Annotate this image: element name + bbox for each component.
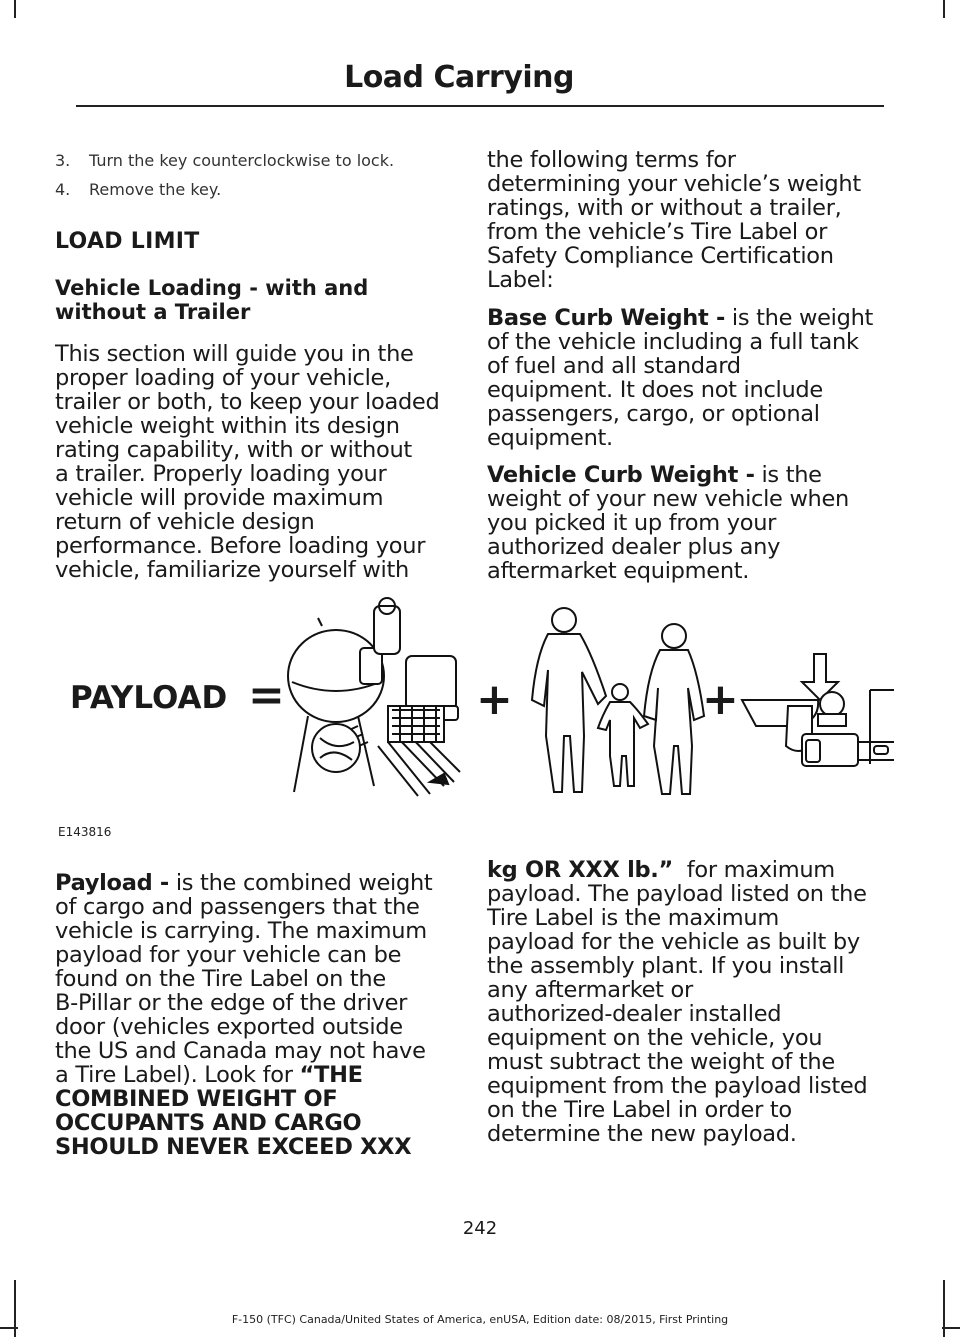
tongue-load-icon — [742, 654, 894, 766]
subheading-line-1: Vehicle Loading - with and — [55, 276, 369, 300]
text-line — [55, 1063, 363, 1087]
step-4 — [55, 180, 221, 199]
text-line: Label: — [487, 267, 554, 293]
text-line: the following terms for — [487, 147, 736, 173]
header-divider — [76, 105, 884, 107]
step-text: Remove the key. — [89, 180, 222, 199]
text-line: return of vehicle design — [55, 509, 315, 535]
text-line: trailer or both, to keep your loaded — [55, 389, 440, 415]
term-base-curb-weight: Base Curb Weight - — [487, 305, 726, 331]
step-text: Turn the key counterclockwise to lock. — [89, 151, 395, 170]
text-line: of fuel and all standard — [487, 353, 741, 379]
text-line: determining your vehicle’s weight — [487, 171, 861, 197]
plus-sign-1: + — [476, 674, 513, 725]
page-title: Load Carrying — [344, 60, 574, 95]
text-line: on the Tire Label in order to — [487, 1097, 792, 1123]
passengers-icon — [532, 608, 704, 794]
text-line: of the vehicle including a full tank — [487, 329, 859, 355]
text-line: payload for your vehicle can be — [55, 942, 402, 968]
equals-sign: = — [248, 670, 285, 721]
text-line: authorized-dealer installed — [487, 1001, 782, 1027]
quoted-label-line: SHOULD NEVER EXCEED XXX — [55, 1134, 412, 1160]
subheading-line-2: without a Trailer — [55, 300, 251, 324]
section-heading: LOAD LIMIT — [55, 229, 200, 254]
text-line: the US and Canada may not have — [55, 1038, 426, 1064]
crop-mark-top-left — [14, 0, 16, 18]
text-line — [55, 871, 432, 895]
text-line: weight of your new vehicle when — [487, 486, 850, 512]
term-text: is the — [754, 462, 822, 488]
figure-id: E143816 — [58, 825, 112, 839]
text-line: equipment on the vehicle, you — [487, 1025, 823, 1051]
text-line: payload. The payload listed on the — [487, 881, 867, 907]
text-line — [487, 306, 873, 330]
text-line: proper loading of your vehicle, — [55, 365, 391, 391]
term-vehicle-curb-weight: Vehicle Curb Weight - — [487, 462, 755, 488]
cargo-icon — [288, 598, 460, 796]
text-line: B-Pillar or the edge of the driver — [55, 990, 408, 1016]
text-line: a trailer. Properly loading your — [55, 461, 387, 487]
text-line: This section will guide you in the — [55, 341, 414, 367]
text-line: vehicle will provide maximum — [55, 485, 384, 511]
text-line: the assembly plant. If you install — [487, 953, 845, 979]
text-line — [487, 463, 822, 487]
quoted-label-line: OCCUPANTS AND CARGO — [55, 1110, 362, 1136]
text-line: ratings, with or without a trailer, — [487, 195, 842, 221]
quoted-label-end: kg OR XXX lb.” — [487, 857, 674, 883]
payload-label: PAYLOAD — [70, 680, 228, 716]
text-line: passengers, cargo, or optional — [487, 401, 820, 427]
step-3 — [55, 151, 394, 170]
text-line: Safety Compliance Certification — [487, 243, 834, 269]
crop-mark-bottom-right-h — [942, 1327, 960, 1329]
term-payload: Payload - — [55, 870, 169, 896]
term-text: is the weight — [725, 305, 874, 331]
text-line: any aftermarket or — [487, 977, 693, 1003]
term-text: is the combined weight — [168, 870, 433, 896]
quoted-label-line: COMBINED WEIGHT OF — [55, 1086, 338, 1112]
text-line: payload for the vehicle as built by — [487, 929, 860, 955]
text-line: equipment. It does not include — [487, 377, 823, 403]
crop-mark-top-right — [943, 0, 945, 18]
text-line: authorized dealer plus any — [487, 534, 781, 560]
step-number: 3. — [55, 151, 71, 170]
text-line: you picked it up from your — [487, 510, 777, 536]
text-line: rating capability, with or without — [55, 437, 412, 463]
plus-sign-2: + — [702, 674, 739, 725]
step-number: 4. — [55, 180, 71, 199]
text-line: determine the new payload. — [487, 1121, 797, 1147]
text-line: must subtract the weight of the — [487, 1049, 835, 1075]
payload-illustration — [58, 596, 894, 814]
page-number: 242 — [462, 1218, 498, 1239]
look-for-text: a Tire Label). Look for — [55, 1062, 300, 1088]
text-line: from the vehicle’s Tire Label or — [487, 219, 828, 245]
footer-edition: F-150 (TFC) Canada/United States of America, enUSA, Edition date: 08/2015, First Printing — [231, 1313, 729, 1326]
text-line: equipment from the payload listed — [487, 1073, 868, 1099]
text-line: vehicle, familiarize yourself with — [55, 557, 409, 583]
text-line: vehicle weight within its design — [55, 413, 400, 439]
crop-mark-bottom-left-h — [0, 1327, 18, 1329]
text-line: vehicle is carrying. The maximum — [55, 918, 427, 944]
text-line — [487, 858, 835, 882]
text-line: equipment. — [487, 425, 613, 451]
text-line: aftermarket equipment. — [487, 558, 750, 584]
text-line: door (vehicles exported outside — [55, 1014, 403, 1040]
text-line-rest: for maximum — [673, 857, 835, 883]
text-line: of cargo and passengers that the — [55, 894, 420, 920]
text-line: found on the Tire Label on the — [55, 966, 386, 992]
text-line: Tire Label is the maximum — [487, 905, 779, 931]
quoted-label-start: “THE — [299, 1062, 363, 1088]
text-line: performance. Before loading your — [55, 533, 426, 559]
payload-diagram — [58, 596, 894, 814]
